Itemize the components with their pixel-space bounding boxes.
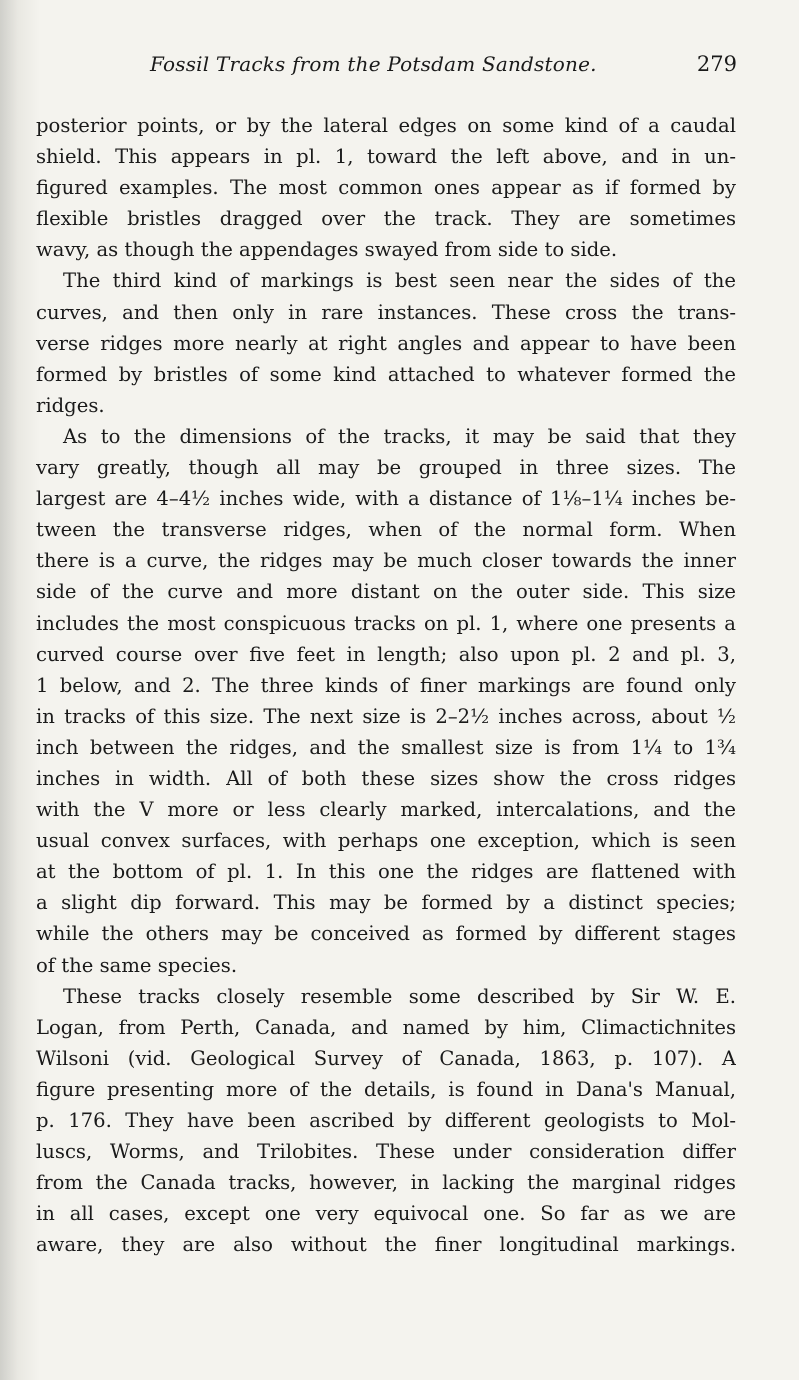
text-line: with the V more or less clearly marked, intercalations, and the xyxy=(36,798,736,822)
text-line: a slight dip forward. This may be formed by a distinct species; xyxy=(36,891,736,915)
text-line: luscs, Worms, and Trilobites. These under consideration differ xyxy=(36,1140,736,1164)
text-line: inches in width. All of both these sizes show the cross ridges xyxy=(36,766,736,790)
text-line: from the Canada tracks, however, in lacking the marginal ridges xyxy=(36,1171,736,1195)
text-line: wavy, as though the appendages swayed from side to side. xyxy=(36,238,618,262)
text-line: there is a curve, the ridges may be much closer towards the inner xyxy=(36,549,736,573)
text-line: vary greatly, though all may be grouped in three sizes. The xyxy=(36,456,736,480)
text-line: in all cases, except one very equivocal one. So far as we are xyxy=(36,1202,736,1226)
text-line: figure presenting more of the details, is found in Dana's Manual, xyxy=(36,1077,736,1101)
text-line: shield. This appears in pl. 1, toward the left above, and in un- xyxy=(36,145,736,169)
text-line: of the same species. xyxy=(36,953,238,977)
text-line: Wilsoni (vid. Geological Survey of Canada, 1863, p. 107). A xyxy=(36,1046,736,1070)
text-line: includes the most conspicuous tracks on pl. 1, where one presents a xyxy=(36,611,736,635)
text-line: inch between the ridges, and the smallest size is from 1¼ to 1¾ xyxy=(36,735,736,759)
body-text xyxy=(36,110,736,1260)
text-line: p. 176. They have been ascribed by different geologists to Mol- xyxy=(36,1109,736,1132)
running-title: Fossil Tracks from the Potsdam Sandstone. xyxy=(150,52,597,76)
text-line: in tracks of this size. The next size is 2–2½ inches across, about ½ xyxy=(36,704,736,728)
text-line: largest are 4–4½ inches wide, with a distance of 1⅛–1¼ inches be- xyxy=(36,487,736,511)
text-line: These tracks closely resemble some described by Sir W. E. xyxy=(63,984,736,1008)
text-line: aware, they are also without the finer longitudinal markings. xyxy=(36,1233,736,1257)
text-line: curves, and then only in rare instances. These cross the trans- xyxy=(36,300,736,324)
text-line: Logan, from Perth, Canada, and named by him, Climactichnites xyxy=(36,1015,736,1039)
page-number: 279 xyxy=(696,52,737,76)
text-line: tween the transverse ridges, when of the normal form. When xyxy=(36,518,736,542)
text-line: usual convex surfaces, with perhaps one exception, which is seen xyxy=(36,829,736,853)
text-line: ridges. xyxy=(36,393,105,417)
page-header xyxy=(0,52,799,86)
text-line: The third kind of markings is best seen near the sides of the xyxy=(63,269,736,293)
text-line: curved course over five feet in length; also upon pl. 2 and pl. 3, xyxy=(36,642,736,666)
text-line: while the others may be conceived as formed by different stages xyxy=(36,922,736,946)
text-line: formed by bristles of some kind attached to whatever formed the xyxy=(36,362,736,386)
text-line: posterior points, or by the lateral edges on some kind of a caudal xyxy=(36,114,736,137)
text-line: As to the dimensions of the tracks, it may be said that they xyxy=(63,424,736,448)
text-line: flexible bristles dragged over the track. They are sometimes xyxy=(36,207,736,231)
text-line: at the bottom of pl. 1. In this one the ridges are flattened with xyxy=(36,860,736,884)
text-line: figured examples. The most common ones appear as if formed by xyxy=(36,176,736,200)
text-line: side of the curve and more distant on the outer side. This size xyxy=(36,580,736,604)
text-line: verse ridges more nearly at right angles and appear to have been xyxy=(36,331,736,355)
text-line: 1 below, and 2. The three kinds of finer markings are found only xyxy=(36,673,736,697)
